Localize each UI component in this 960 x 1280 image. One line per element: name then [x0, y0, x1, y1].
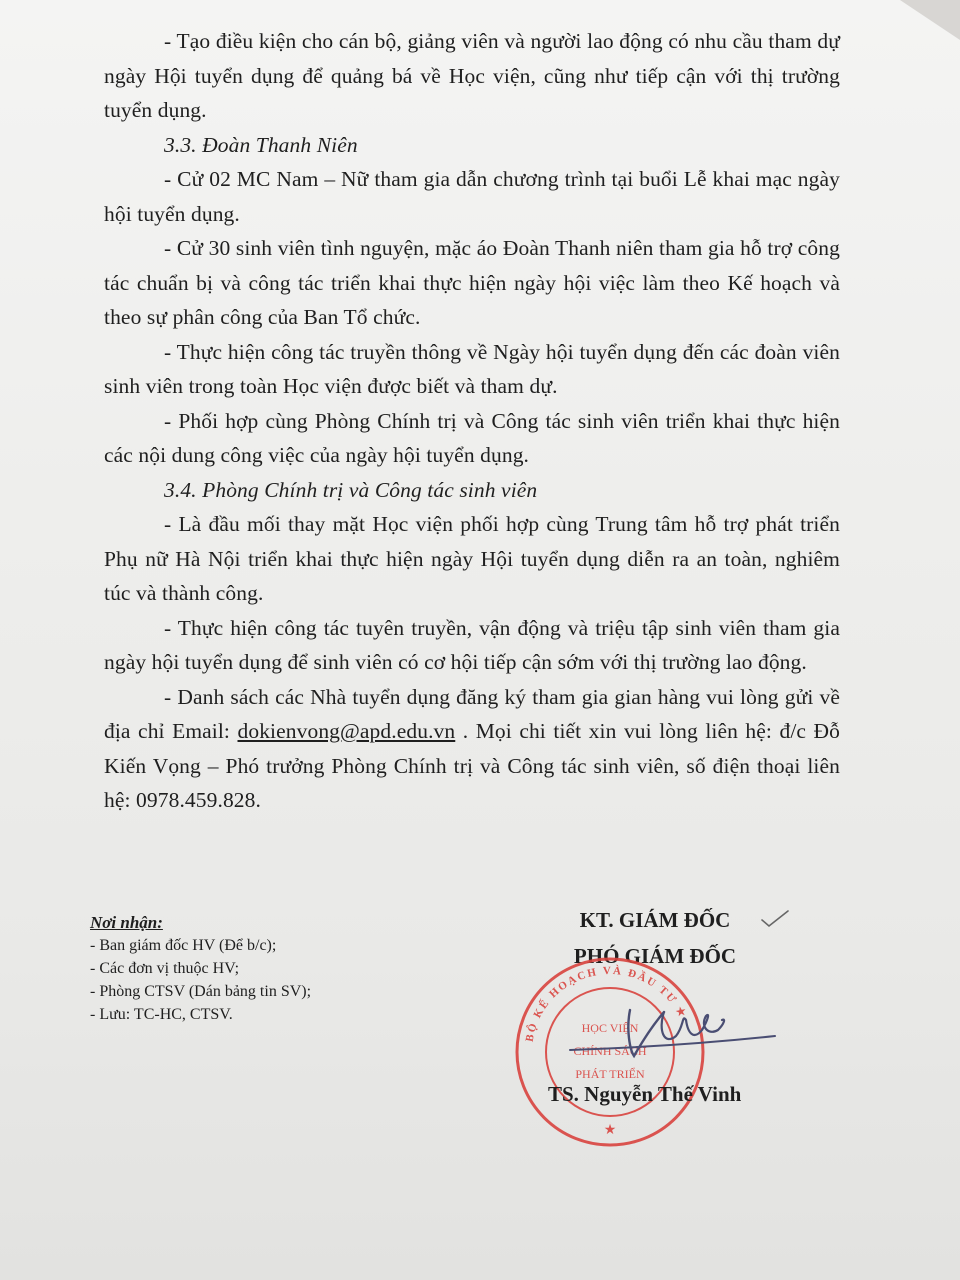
section-heading-youth-union: 3.3. Đoàn Thanh Niên — [164, 132, 358, 157]
recipient-item: - Ban giám đốc HV (Để b/c); — [90, 937, 277, 954]
checkmark-icon — [760, 908, 790, 930]
contact-text-before: - Danh sách các Nhà tuyển dụng đăng ký tham gia gian hàng vui lòng gửi về địa chỉ Email: — [104, 684, 840, 743]
svg-text:PHÁT TRIỂN: PHÁT TRIỂN — [575, 1067, 645, 1081]
paragraph-coordinate: - Phối hợp cùng Phòng Chính trị và Công tác sinh viên triển khai thực hiện các nội dung công việc của ngày hội tuyển dụng. — [104, 408, 840, 467]
page-corner — [900, 0, 960, 40]
signer-name: TS. Nguyễn Thế Vinh — [548, 1082, 742, 1106]
paragraph-communication: - Thực hiện công tác truyền thông về Ngày hội tuyển dụng đến các đoàn viên sinh viên trong toàn Học viện được biết và tham dự. — [104, 339, 840, 398]
recipient-item: - Lưu: TC-HC, CTSV. — [90, 1006, 233, 1023]
recipients-heading: Nơi nhận: — [90, 913, 163, 932]
paragraph-propaganda: - Thực hiện công tác tuyên truyền, vận động và triệu tập sinh viên tham gia ngày hội tuyển dụng để sinh viên có cơ hội tiếp cận sớm với thị trường lao động. — [104, 615, 840, 674]
recipient-item: - Các đơn vị thuộc HV; — [90, 960, 240, 977]
section-heading-student-affairs: 3.4. Phòng Chính trị và Công tác sinh viên — [164, 477, 538, 502]
recipients-block — [90, 912, 430, 1026]
paragraph-volunteers: - Cử 30 sinh viên tình nguyện, mặc áo Đoàn Thanh niên tham gia hỗ trợ công tác chuẩn bị và công tác triển khai thực hiện ngày hội việc làm theo Kế hoạch và theo sự phân công của Ban Tổ chức. — [104, 236, 840, 329]
paragraph-mc: - Cử 02 MC Nam – Nữ tham gia dẫn chương trình tại buổi Lễ khai mạc ngày hội tuyển dụng. — [104, 167, 840, 226]
svg-text:CHÍNH SÁCH: CHÍNH SÁCH — [573, 1044, 647, 1058]
paragraph-contact — [104, 680, 840, 818]
svg-text:★: ★ — [603, 1123, 617, 1138]
svg-text:HỌC VIỆN: HỌC VIỆN — [581, 1021, 639, 1035]
document-body — [104, 24, 840, 818]
svg-text:BỘ KẾ HOẠCH VÀ ĐẦU TƯ ★: BỘ KẾ HOẠCH VÀ ĐẦU TƯ ★ — [523, 964, 689, 1043]
contact-text-after: . Mọi chi tiết xin vui lòng liên hệ: đ/c Đỗ Kiến Vọng – Phó trưởng Phòng Chính trị và Công tác sinh viên, số điện thoại liên hệ: 0978.459.828. — [104, 719, 841, 812]
handwritten-signature-icon — [560, 990, 780, 1070]
signature-title-line1: KT. GIÁM ĐỐC — [579, 908, 731, 932]
signature-title-line2: PHÓ GIÁM ĐỐC — [573, 944, 737, 968]
contact-email-link[interactable]: dokienvong@apd.edu.vn — [237, 719, 456, 743]
recipient-item: - Phòng CTSV (Dán bảng tin SV); — [90, 983, 312, 1000]
paragraph-focal-point: - Là đầu mối thay mặt Học viện phối hợp cùng Trung tâm hỗ trợ phát triển Phụ nữ Hà Nội triển khai thực hiện ngày Hội tuyển dụng diễn ra an toàn, nghiêm túc và thành công. — [104, 512, 840, 605]
paragraph-facilitate-staff: - Tạo điều kiện cho cán bộ, giảng viên và người lao động có nhu cầu tham dự ngày Hội tuyển dụng để quảng bá về Học viện, cũng như tiếp cận với thị trường tuyển dụng. — [104, 29, 840, 122]
